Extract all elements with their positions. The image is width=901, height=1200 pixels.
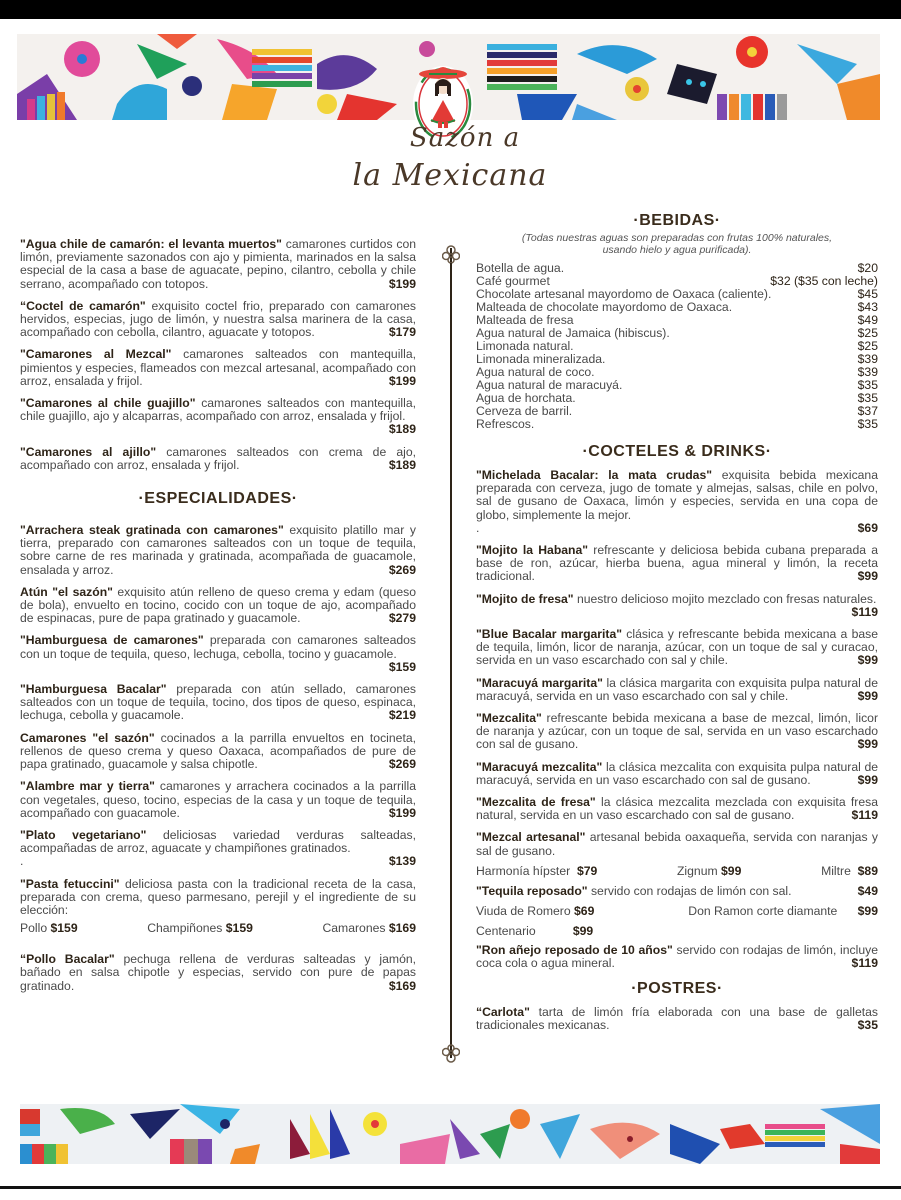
menu-item <box>476 761 878 787</box>
option <box>476 904 594 918</box>
pasta-options <box>20 921 416 935</box>
bebidas-note <box>476 232 878 256</box>
drink-price: $45 <box>857 287 878 301</box>
drink-price: $35 <box>857 417 878 431</box>
item-name: "Maracuyá mezcalita" <box>476 759 603 774</box>
item-price: $179 <box>388 325 416 340</box>
item-desc: servido con rodajas de limón, incluye coca cola o agua mineral. <box>476 942 878 971</box>
drink-row <box>476 405 878 418</box>
item-dot: . <box>476 520 480 535</box>
item-desc: deliciosas variedad verduras salteadas, acompañadas de arroz, aguacate y champiñones gratinados. <box>20 827 417 856</box>
menu-item <box>20 634 416 674</box>
item-name: Camarones "el sazón" <box>20 730 155 745</box>
option <box>677 864 741 878</box>
menu-item <box>20 683 416 723</box>
tequila-options-2 <box>476 924 878 938</box>
section-title-postres: ·POSTRES· <box>631 980 723 998</box>
drink-price: $39 <box>857 365 878 379</box>
drink-price: $39 <box>857 352 878 366</box>
menu-item <box>20 780 416 820</box>
menu-item <box>20 300 416 340</box>
item-name: "Michelada Bacalar: la mata crudas" <box>476 468 712 482</box>
item-price: $99 <box>857 653 878 668</box>
mezcal-options <box>476 864 878 878</box>
column-divider <box>450 248 452 1058</box>
item-price: $119 <box>851 808 878 823</box>
option-label: Pollo <box>20 921 48 936</box>
item-desc: exquisita bebida mexicana preparada con cerveza, jugo de tomate y almejas, salsas, chile en polvo, sal de gusano de Oaxaca, limón y especies, servida en una copa de globo, simplemente la mejor. <box>476 468 878 522</box>
item-name: "Plato vegetariano" <box>20 827 147 842</box>
menu-item <box>20 953 416 993</box>
item-price: $189 <box>388 422 416 437</box>
menu-item <box>476 469 878 535</box>
menu-item <box>476 677 878 703</box>
item-name: "Maracuyá margarita" <box>476 675 603 690</box>
menu-item <box>476 1006 878 1032</box>
section-title-bebidas: ·BEBIDAS· <box>633 212 721 229</box>
logo-line-1: Sazón a <box>409 123 521 153</box>
menu-item <box>476 712 878 752</box>
option <box>147 921 253 935</box>
tequila-options <box>476 904 878 918</box>
item-price: $119 <box>851 604 878 619</box>
drink-name: Cerveza de barril. <box>476 404 573 418</box>
option <box>821 864 878 878</box>
item-desc: exquisito atún relleno de queso crema y edam (queso de bola), envuelto en tocino, cocido con un toque de ajo, acompañado de espinacas, pure de papa gratinado y guacamole. <box>20 584 416 626</box>
item-desc: camarones y arrachera cocinados a la parrilla con vegetales, queso, tocino, especias de la casa y un toque de tequila, acompañado con guacamole. <box>20 779 417 820</box>
menu-item <box>476 944 878 970</box>
option-price: $99 <box>721 863 742 878</box>
option-label: Champiñones <box>147 921 223 936</box>
drink-price: $43 <box>857 300 878 314</box>
embroidery-pattern-bottom <box>20 1104 880 1164</box>
item-desc: la clásica margarita con exquisita pulpa natural de maracuyá, servida en un vaso escarchado con sal y chile. <box>476 675 878 703</box>
drink-name: Agua natural de coco. <box>476 365 595 379</box>
menu-item <box>20 348 416 388</box>
item-desc: nuestro delicioso mojito mezclado con fresas naturales. <box>576 591 877 606</box>
menu-item <box>476 628 878 668</box>
option-price: $159 <box>225 921 253 936</box>
item-name: "Hamburguesa de camarones" <box>20 633 204 648</box>
item-price: $35 <box>857 1018 878 1033</box>
item-price: $219 <box>388 708 416 723</box>
drink-price: $20 <box>857 261 878 275</box>
menu-item <box>476 796 878 822</box>
item-desc: clásica y refrescante bebida mexicana a base de tequila, limón, licor de naranja, azúcar, con un toque de sal y curacao, servida en un vaso escarchado con sal y chile. <box>476 627 879 668</box>
bebidas-note-line-2: usando hielo y agua purificada). <box>602 244 752 256</box>
option-label: Don Ramon corte diamante <box>688 903 838 918</box>
drink-name: Agua de horchata. <box>476 391 576 405</box>
section-title-cocteles: ·COCTELES & DRINKS· <box>582 443 772 460</box>
drink-name: Chocolate artesanal mayordomo de Oaxaca (caliente). <box>476 287 772 301</box>
drink-price: $49 <box>857 313 878 327</box>
bebidas-note-line-1: (Todas nuestras aguas son preparadas con frutas 100% naturales, <box>521 232 833 244</box>
item-desc: refrescante y deliciosa bebida cubana preparada a base de ron, azúcar, hierba buena, agua mineral y limón, la receta tradicional. <box>476 543 878 584</box>
item-desc: servido con rodajas de limón con sal. <box>590 883 792 898</box>
item-price: $279 <box>388 611 416 626</box>
menu-item-tequila <box>476 884 878 898</box>
option-label: Viuda de Romero <box>476 903 571 918</box>
option <box>688 904 878 918</box>
drink-price: $35 <box>857 391 878 405</box>
item-desc: camarones salteados con mantequilla, pimientos y especies, flameados con mezcal artesanal, acompañado con arroz, ensalada y frijol. <box>20 347 416 388</box>
section-title-especialidades: ·ESPECIALIDADES· <box>138 490 298 508</box>
item-desc: la clásica mezcalita con exquisita pulpa natural de maracuyá, servida en un vaso escarchado con sal de gusano. <box>476 759 878 787</box>
item-desc: exquisito coctel frio, preparado con camarones hervidos, especias, jugo de limón, y nuestra salsa marinera de la casa, acompañado con cebolla, cilantro, aguacate y totopos. <box>20 298 416 340</box>
drink-name: Limonada natural. <box>476 339 574 353</box>
item-price: $139 <box>388 854 416 869</box>
item-name: "Mezcal artesanal" <box>476 830 586 845</box>
item-desc: artesanal bebida oaxaqueña, servida con naranjas y sal de gusano. <box>476 830 878 858</box>
item-name: "Arrachera steak gratinada con camarones" <box>20 523 284 538</box>
item-name: “Coctel de camarón" <box>20 298 146 313</box>
item-desc: tarta de limón fría elaborada con una base de galletas tradicionales mexicanas. <box>476 1005 879 1033</box>
option <box>476 924 593 938</box>
option <box>322 921 416 935</box>
item-name: "Pasta fetuccini" <box>20 876 120 891</box>
item-name: "Camarones al ajillo" <box>20 444 157 459</box>
item-name: "Agua chile de camarón: el levanta muertos" <box>20 237 282 251</box>
item-price: $159 <box>388 659 416 674</box>
right-column <box>476 212 878 1042</box>
item-desc: refrescante bebida mexicana a base de mezcal, limón, licor de naranja y azúcar, con un toque de sal, servida en un vaso escarchado con sal de gusano. <box>476 711 879 752</box>
item-name: “Carlota" <box>476 1005 530 1020</box>
item-price: $49 <box>857 883 878 898</box>
option-price: $99 <box>857 903 878 918</box>
item-price: $99 <box>857 772 878 787</box>
drink-price: $37 <box>857 404 878 418</box>
item-price: $99 <box>857 569 878 584</box>
drink-name: Botella de agua. <box>476 261 565 275</box>
item-name: Atún "el sazón" <box>20 584 113 599</box>
drink-row <box>476 418 878 431</box>
item-price: $269 <box>388 562 416 577</box>
menu-item-pasta <box>20 878 416 918</box>
item-price: $169 <box>388 978 416 993</box>
item-price: $69 <box>857 520 878 535</box>
item-desc: camarones salteados con crema de ajo, acompañado con arroz, ensalada y frijol. <box>20 444 416 472</box>
item-name: "Mezcalita de fresa" <box>476 795 596 810</box>
item-name: "Blue Bacalar margarita" <box>476 627 623 642</box>
bottom-bar <box>0 1186 901 1200</box>
drink-price: $25 <box>857 326 878 340</box>
option <box>476 864 597 878</box>
option-price: $89 <box>857 863 878 878</box>
option-label: Harmonía hípster <box>476 863 571 878</box>
item-desc: exquisito platillo mar y tierra, preparado con camarones salteados con un toque de tequila, sobre carne de res marinada y gratinada, acompañada de guacamole, ensalada y arroz. <box>20 523 416 577</box>
option-label: Centenario <box>476 923 536 938</box>
drink-price: $25 <box>857 339 878 353</box>
item-name: "Mojito la Habana" <box>476 543 589 558</box>
drink-price: $35 <box>857 378 878 392</box>
embroidery-banner-bottom <box>20 1104 880 1164</box>
drink-name: Agua natural de maracuyá. <box>476 378 623 392</box>
option-price: $169 <box>388 921 416 936</box>
item-desc: cocinados a la parrilla envueltos en tocineta, rellenos de queso crema y queso Oaxaca, acompañados de pure de papa gratinado, guacamole y salsa chipotle. <box>20 730 416 772</box>
option-price: $159 <box>50 921 78 936</box>
menu-item <box>20 586 416 626</box>
drink-name: Malteada de chocolate mayordomo de Oaxaca. <box>476 300 733 314</box>
item-name: "Camarones al chile guajillo" <box>20 396 196 411</box>
item-desc: preparada con atún sellado, camarones salteados con un toque de tequila, tocino, dos tipos de queso, espinaca, lechuga, cebolla y guacamole. <box>20 682 417 723</box>
option-price: $69 <box>574 903 595 918</box>
item-name: "Camarones al Mezcal" <box>20 347 172 362</box>
item-price: $199 <box>388 805 416 820</box>
logo-line-2: la Mexicana <box>352 158 548 193</box>
item-name: "Ron añejo reposado de 10 años" <box>476 942 673 957</box>
item-name: "Mezcalita" <box>476 711 542 726</box>
menu-item <box>476 593 878 619</box>
option-price: $99 <box>572 923 594 938</box>
item-desc: la clásica mezcalita mezclada con exquisita fresa natural, servida en un vaso escarchado con sal de gusano. <box>476 795 878 823</box>
item-desc: camarones salteados con mantequilla, chile guajillo, ajo y alcaparras, acompañado con arroz, ensalada y frijol. <box>20 396 416 424</box>
item-name: "Tequila reposado" <box>476 883 588 898</box>
ornament-finial-top-icon <box>442 244 460 270</box>
option-price: $79 <box>576 863 598 878</box>
ornament-finial-bottom-icon <box>442 1038 460 1064</box>
drink-name: Café gourmet <box>476 274 550 288</box>
left-column <box>20 238 416 1002</box>
menu-item <box>20 732 416 772</box>
menu-item <box>476 544 878 584</box>
item-name: “Pollo Bacalar" <box>20 952 115 967</box>
item-desc: preparada con camarones salteados con un toque de tequila, queso, lechuga, cebolla, tocino y guacamole. <box>20 633 416 661</box>
restaurant-logo-text <box>330 125 570 191</box>
item-price: $199 <box>388 373 416 388</box>
item-name: "Alambre mar y tierra" <box>20 779 155 794</box>
option-label: Zignum <box>676 863 718 878</box>
menu-item <box>20 238 416 291</box>
item-desc: pechuga rellena de verduras salteadas y jamón, bañado en salsa chipotle y especias, servido con pure de papas gratinado. <box>20 952 417 993</box>
item-name: "Hamburguesa Bacalar" <box>20 682 167 697</box>
option-label: Camarones <box>322 921 386 936</box>
item-name: "Mojito de fresa" <box>476 591 574 606</box>
option-label: Miltre <box>821 863 851 878</box>
menu-item-mezcal <box>476 831 878 857</box>
drink-name: Refrescos. <box>476 417 535 431</box>
item-price: $199 <box>388 276 416 291</box>
item-price: $99 <box>857 737 878 752</box>
item-desc: camarones curtidos con limón, previamente sazonados con ajo y pimienta, marinados en la salsa especial de la casa a base de aguacate, pepino, cilantro, cebolla y chile serrano, acompañado con totopos. <box>20 237 417 291</box>
bebidas-list <box>476 262 878 431</box>
drink-name: Limonada mineralizada. <box>476 352 606 366</box>
item-price: $189 <box>388 457 416 472</box>
drink-price: $32 ($35 con leche) <box>770 274 878 288</box>
top-black-bar <box>0 0 901 19</box>
menu-item <box>20 397 416 437</box>
drink-name: Agua natural de Jamaica (hibiscus). <box>476 326 670 340</box>
item-price: $269 <box>388 757 416 772</box>
item-desc: deliciosa pasta con la tradicional receta de la casa, preparada con crema, queso parmesano, perejil y el ingrediente de su elección: <box>20 876 417 917</box>
menu-item <box>20 524 416 577</box>
menu-item <box>20 829 416 869</box>
menu-item <box>20 446 416 472</box>
item-price: $99 <box>857 688 878 703</box>
item-dot: . <box>20 854 24 869</box>
item-price: $119 <box>851 956 878 971</box>
option <box>20 921 78 935</box>
drink-name: Malteada de fresa <box>476 313 574 327</box>
